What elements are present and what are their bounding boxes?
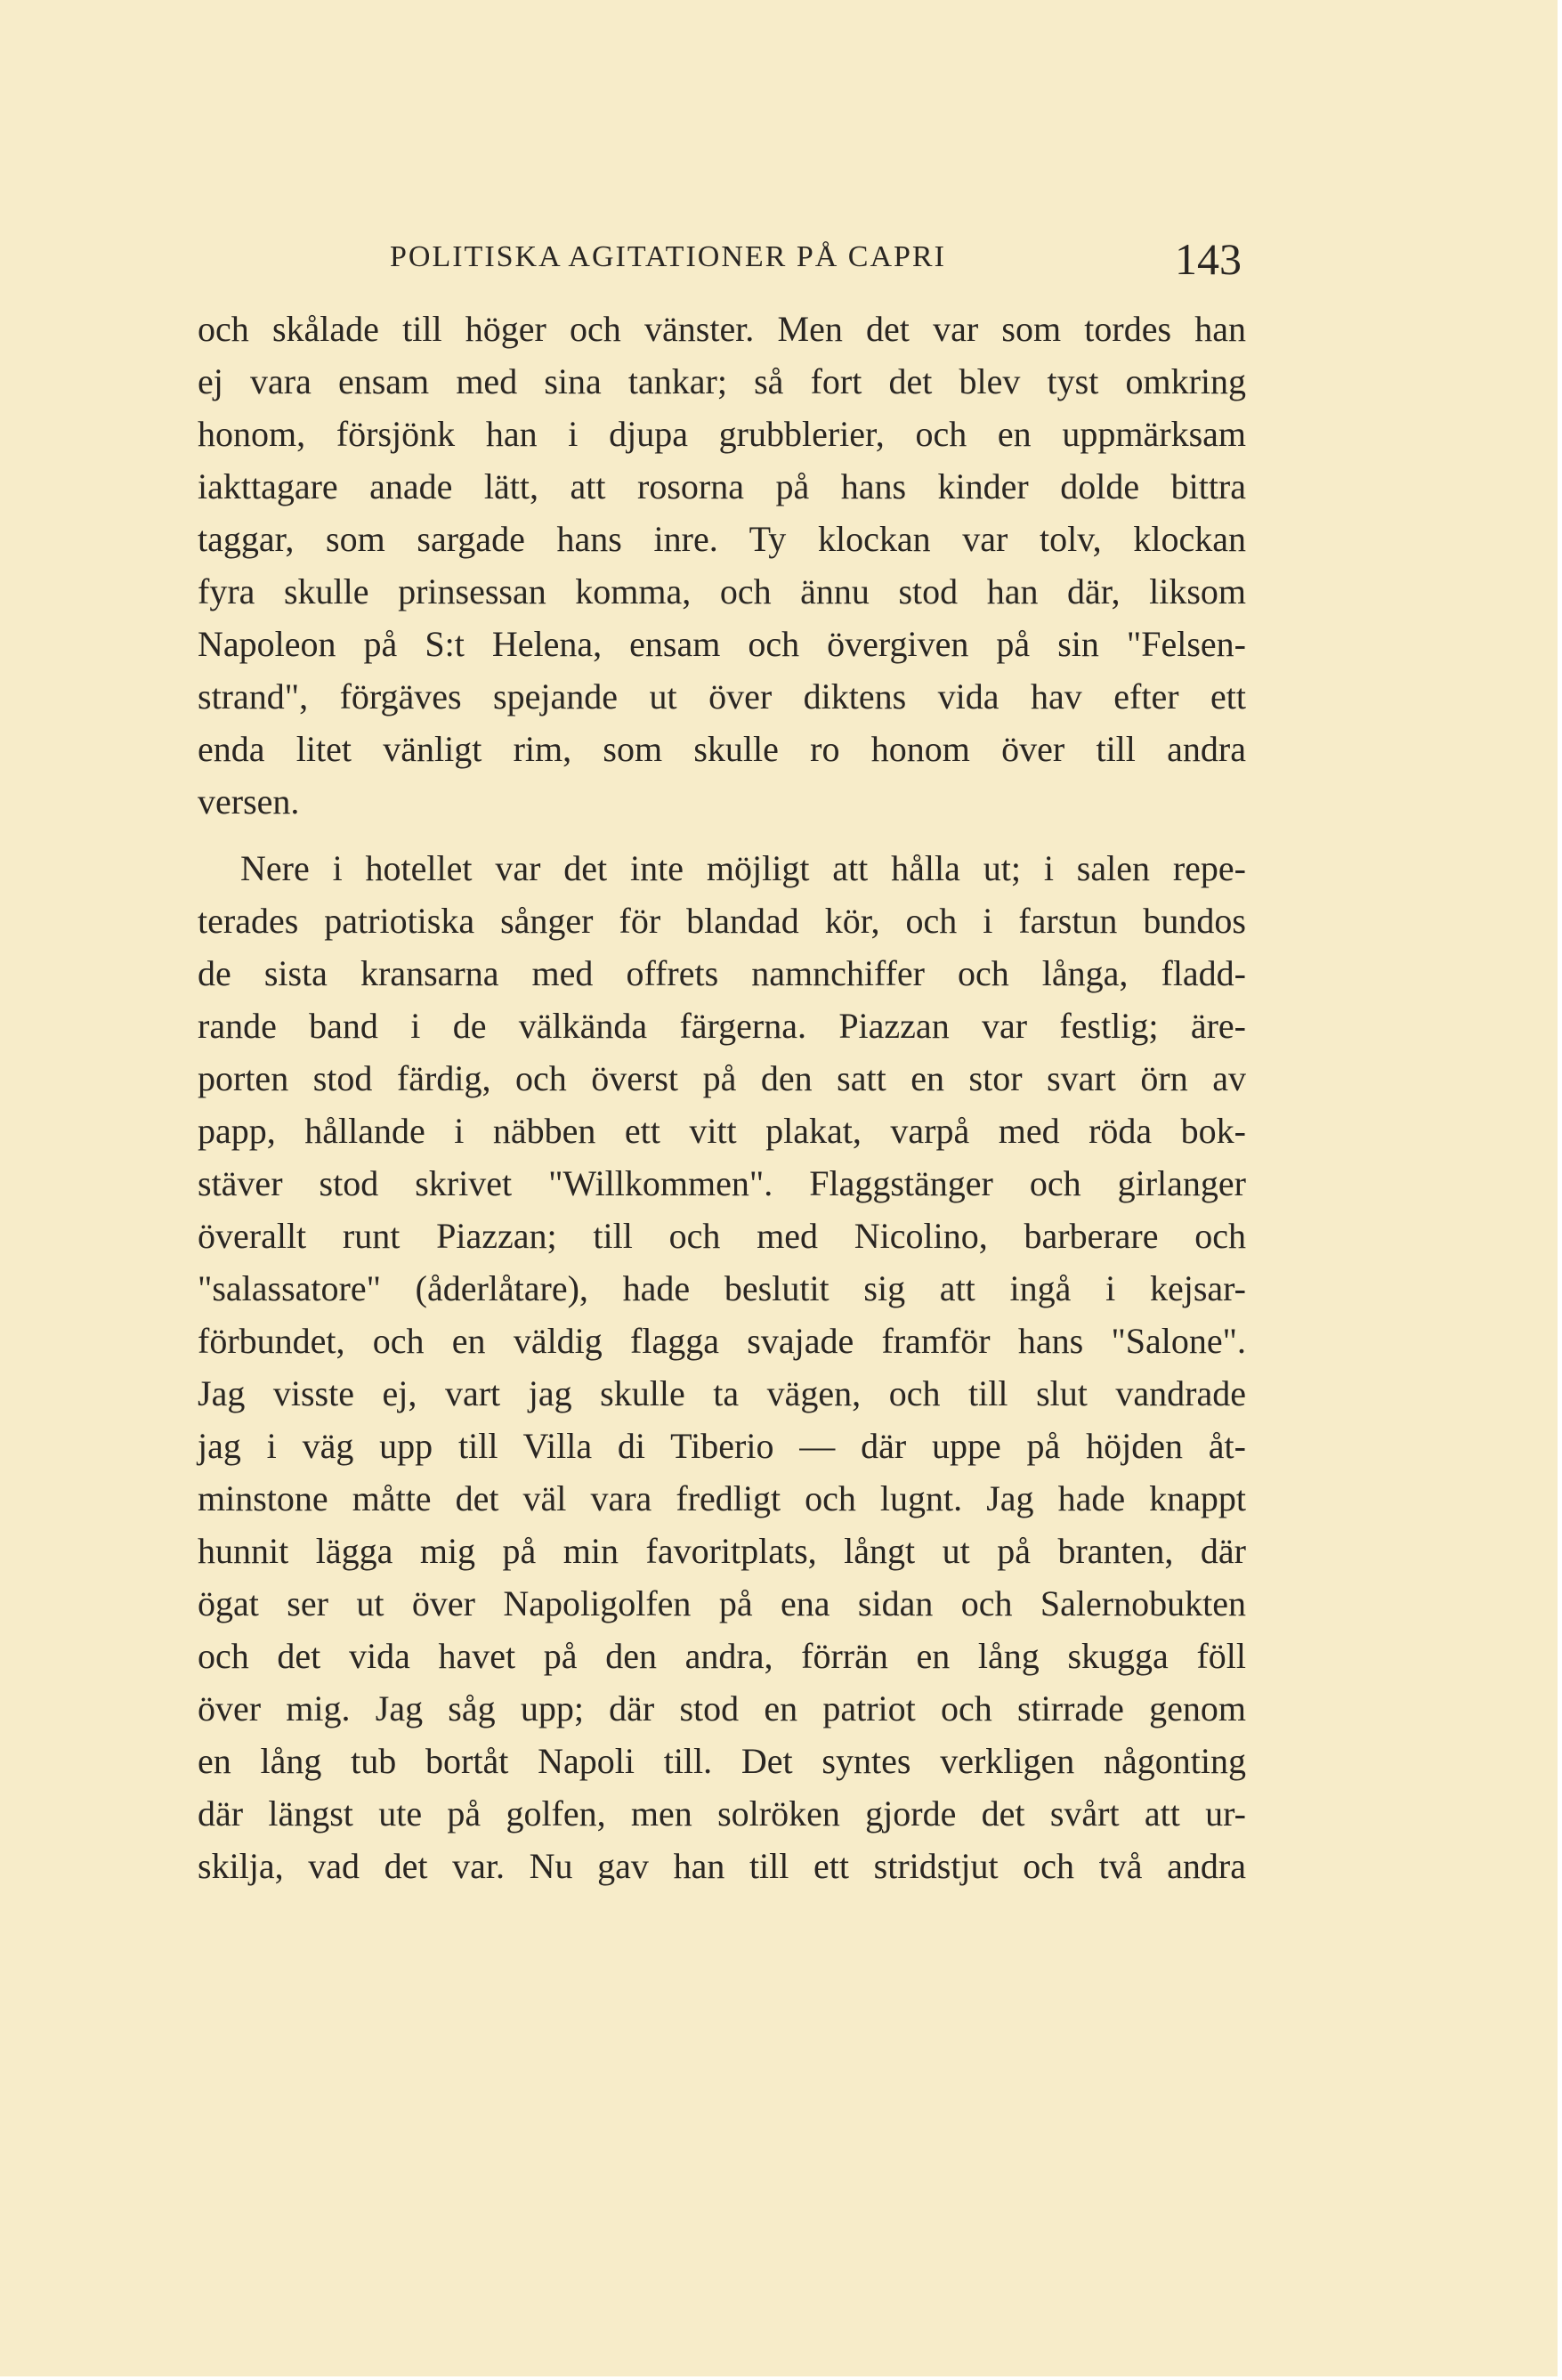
text-line: ögat ser ut över Napoligolfen på ena sidan och Salernobukten [198, 1583, 1246, 1623]
text-line: stäver stod skrivet "Willkommen". Flaggstänger och girlanger [198, 1163, 1246, 1203]
text-line: versen. [198, 781, 300, 822]
text-line: iakttagare anade lätt, att rosorna på hans kinder dolde bittra [198, 466, 1246, 506]
running-head [196, 233, 1242, 287]
text-line: där längst ute på golfen, men solröken gjorde det svårt att ur- [198, 1793, 1246, 1834]
text-line: en lång tub bortåt Napoli till. Det syntes verkligen någonting [198, 1741, 1246, 1781]
paragraph-gap [198, 828, 1246, 842]
text-line: ej vara ensam med sina tankar; så fort det blev tyst omkring [198, 361, 1246, 401]
text-line: rande band i de välkända färgerna. Piazzan var festlig; äre- [198, 1006, 1246, 1046]
text-line: enda litet vänligt rim, som skulle ro honom över till andra [198, 729, 1246, 769]
text-line: och det vida havet på den andra, förrän en lång skugga föll [198, 1636, 1246, 1676]
text-line: "salassatore" (åderlåtare), hade beslutit sig att ingå i kejsar- [198, 1268, 1246, 1308]
paragraph-2 [198, 842, 1246, 1892]
text-line: de sista kransarna med offrets namnchiffer och långa, fladd- [198, 953, 1246, 993]
text-line: skilja, vad det var. Nu gav han till ett stridstjut och två andra [198, 1846, 1246, 1886]
page-number: 143 [1175, 234, 1242, 284]
text-line: fyra skulle prinsessan komma, och ännu stod han där, liksom [198, 571, 1246, 611]
text-line: papp, hållande i näbben ett vitt plakat, varpå med röda bok- [198, 1111, 1246, 1151]
text-line: minstone måtte det väl vara fredligt och lugnt. Jag hade knappt [198, 1478, 1246, 1518]
text-line: jag i väg upp till Villa di Tiberio — där uppe på höjden åt- [198, 1426, 1246, 1466]
paragraph-1 [198, 303, 1246, 828]
text-line: hunnit lägga mig på min favoritplats, långt ut på branten, där [198, 1531, 1246, 1571]
text-line: Napoleon på S:t Helena, ensam och övergiven på sin "Felsen- [198, 624, 1246, 664]
text-line: förbundet, och en väldig flagga svajade framför hans "Salone". [198, 1321, 1246, 1361]
text-line: strand", förgäves spejande ut över diktens vida hav efter ett [198, 676, 1246, 716]
text-line: porten stod färdig, och överst på den satt en stor svart örn av [198, 1058, 1246, 1098]
running-title: POLITISKA AGITATIONER PÅ CAPRI [390, 240, 946, 273]
text-line: honom, försjönk han i djupa grubblerier, och en uppmärksam [198, 414, 1246, 454]
text-line: Jag visste ej, vart jag skulle ta vägen, och till slut vandrade [198, 1373, 1246, 1413]
text-line: taggar, som sargade hans inre. Ty klockan var tolv, klockan [198, 519, 1246, 559]
text-line: terades patriotiska sånger för blandad kör, och i farstun bundos [198, 901, 1246, 941]
body-text [198, 303, 1246, 1892]
text-line: överallt runt Piazzan; till och med Nicolino, barberare och [198, 1216, 1246, 1256]
text-line: Nere i hotellet var det inte möjligt att hålla ut; i salen repe- [240, 848, 1246, 888]
text-line: över mig. Jag såg upp; där stod en patriot och stirrade genom [198, 1688, 1246, 1728]
text-line: och skålade till höger och vänster. Men det var som tordes han [198, 309, 1246, 349]
